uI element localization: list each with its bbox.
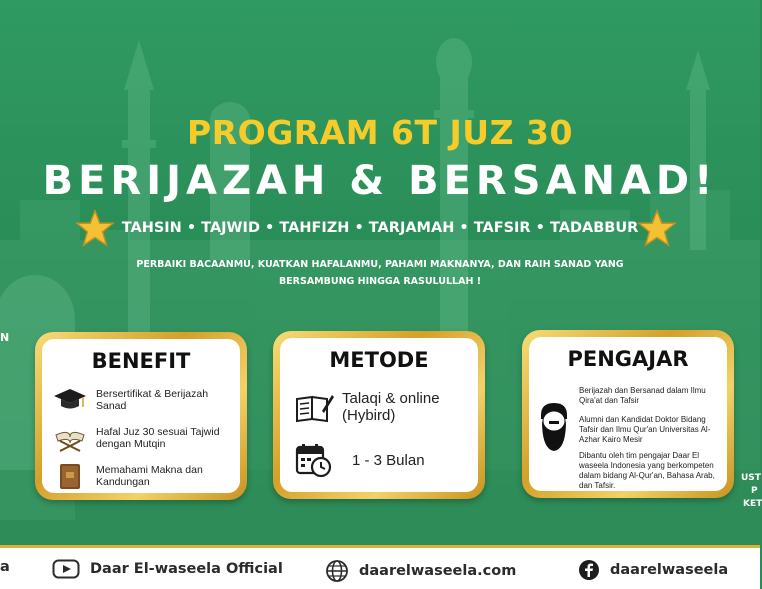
star-icon bbox=[638, 209, 676, 247]
bearded-man-icon bbox=[537, 401, 571, 453]
footer-bar bbox=[0, 545, 760, 589]
metode-title: METODE bbox=[329, 348, 429, 372]
benefit-card-inner bbox=[42, 339, 240, 493]
book-icon bbox=[52, 461, 88, 491]
subjects-list: TAHSIN • TAJWID • TAHFIZH • TARJAMAH • TAFSIR • TADABBUR bbox=[121, 220, 639, 236]
pengajar-item-text: Berijazah dan Bersanad dalam Ilmu Qira'at dan Tafsir bbox=[579, 386, 706, 405]
edge-text-right-line-1: UST bbox=[741, 473, 761, 483]
footer-partial-label: a bbox=[0, 559, 10, 575]
metode-item-text: Talaqi & online (Hybird) bbox=[342, 390, 440, 424]
pengajar-item-text: Alumni dan Kandidat Doktor Bidang Tafsir dan Ilmu Qur'an Universitas Al-Azhar Kairo Mesir bbox=[579, 415, 711, 444]
footer-youtube[interactable] bbox=[52, 559, 283, 579]
benefit-card bbox=[35, 332, 247, 500]
facebook-label: daarelwaseela bbox=[610, 562, 729, 578]
tagline-line-2: BERSAMBUNG HINGGA RASULULLAH ! bbox=[278, 276, 482, 287]
metode-card bbox=[273, 331, 485, 499]
program-title: PROGRAM 6T JUZ 30 bbox=[187, 113, 573, 152]
edge-text-right-line-2: P bbox=[751, 486, 758, 496]
pengajar-card-inner bbox=[529, 337, 727, 491]
footer-facebook[interactable] bbox=[578, 559, 728, 581]
metode-item bbox=[294, 390, 462, 424]
tagline-line-1: PERBAIKI BACAANMU, KUATKAN HAFALANMU, PAHAMI MAKNANYA, DAN RAIH SANAD YANG bbox=[136, 259, 624, 270]
benefit-item-text: Hafal Juz 30 sesuai Tajwid dengan Mutqin bbox=[96, 426, 220, 450]
benefit-item-text: Memahami Makna dan Kandungan bbox=[96, 464, 203, 488]
tagline bbox=[0, 256, 760, 290]
footer-partial-text bbox=[0, 559, 10, 575]
website-label: daarelwaseela.com bbox=[359, 563, 517, 579]
graduation-cap-icon bbox=[52, 385, 88, 415]
open-book-pen-icon bbox=[294, 391, 334, 423]
metode-item-text: 1 - 3 Bulan bbox=[352, 451, 425, 469]
pengajar-item-text: Dibantu oleh tim pengajar Daar El waseela Indonesia yang berkompeten dalam bidang Al-Qur'an, Bahasa Arab, dan Tafsir. bbox=[579, 451, 715, 490]
benefit-title: BENEFIT bbox=[91, 349, 191, 373]
edge-text-left: N bbox=[0, 331, 10, 344]
benefit-item bbox=[52, 423, 232, 453]
quran-stand-icon bbox=[52, 423, 88, 453]
globe-icon bbox=[325, 559, 349, 583]
footer-website[interactable] bbox=[325, 559, 516, 583]
edge-text-right bbox=[741, 472, 760, 511]
benefit-item-text: Bersertifikat & Berijazah Sanad bbox=[96, 388, 209, 412]
benefit-item bbox=[52, 461, 232, 491]
metode-item bbox=[294, 442, 425, 478]
pengajar-card bbox=[522, 330, 734, 498]
pengajar-title: PENGAJAR bbox=[567, 347, 689, 371]
edge-text-right-line-3: KET bbox=[743, 499, 762, 509]
benefit-item bbox=[52, 385, 232, 415]
metode-card-inner bbox=[280, 338, 478, 492]
main-headline: BERIJAZAH & BERSANAD! bbox=[42, 158, 718, 204]
youtube-channel-label: Daar El-waseela Official bbox=[90, 561, 283, 577]
calendar-clock-icon bbox=[294, 442, 332, 478]
facebook-icon bbox=[578, 559, 600, 581]
youtube-icon bbox=[52, 559, 80, 579]
